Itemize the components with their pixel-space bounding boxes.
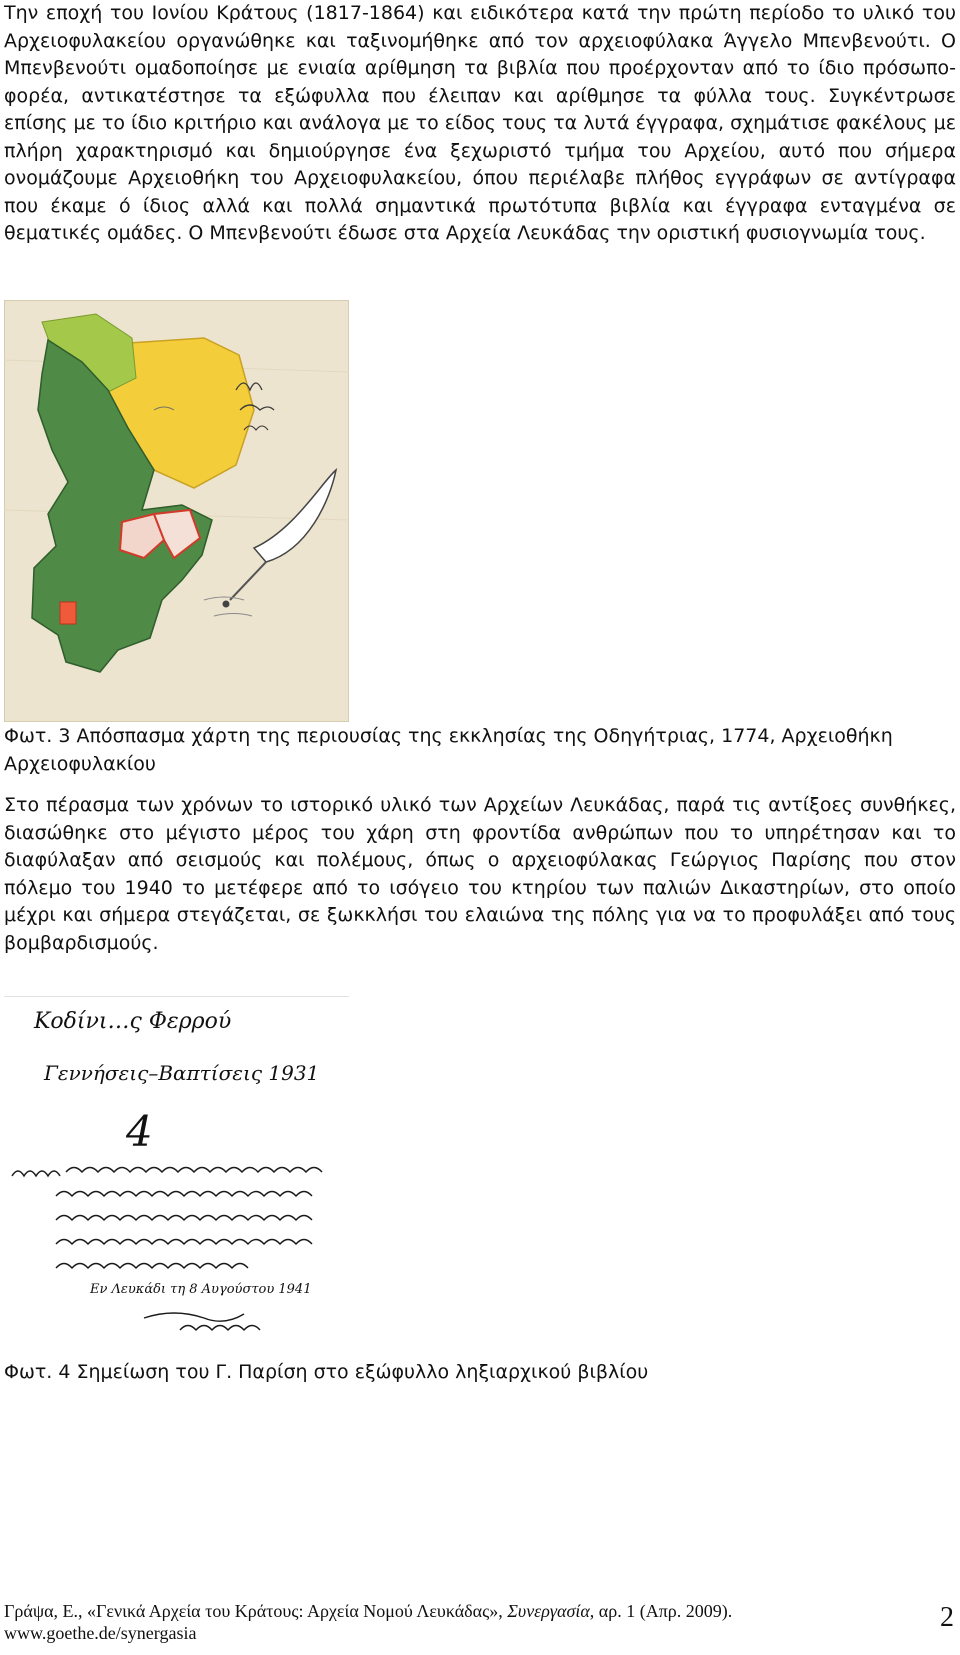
figure-4-caption: Φωτ. 4 Σημείωση του Γ. Παρίση στο εξώφυλλο ληξιαρχικού βιβλίου bbox=[4, 1361, 649, 1383]
body-paragraph-2: Στο πέρασμα των χρόνων το ιστορικό υλικό των Αρχείων Λευκάδας, παρά τις αντίξοες συνθήκες, διασώθηκε στο μέγιστο μέρος του χάρη στη φροντίδα ανθρώπων που το υπηρέτησαν και το διαφύλαξαν από σεισμούς και πολέμους, όπως ο αρχειοφύλακας Γεώργιος Παρίσης που στον πόλεμο του 1940 το μετέφερε από το ισόγειο του κτηρίου των παλιών Δικαστηρίων, στο οποίο μέχρι και σήμερα στεγάζεται, σε ξωκκλήσι του ελαιώνα της πόλης για να το προφυλάξει από τους βομβαρδισμούς. bbox=[4, 794, 956, 954]
estate-map-photo bbox=[4, 300, 349, 722]
handwritten-note-drawing bbox=[4, 996, 349, 1351]
handwriting-date: Εν Λευκάδι τη 8 Αυγούστου 1941 bbox=[90, 1282, 312, 1297]
footer-url[interactable]: www.goethe.de/synergasia bbox=[4, 1623, 197, 1643]
citation-journal: Συνεργασία bbox=[507, 1601, 590, 1621]
handwriting-line-2: Γεννήσεις–Βαπτίσεις 1931 bbox=[44, 1061, 320, 1085]
citation-authors: Γράψα, Ε., «Γενικά Αρχεία του Κράτους: Αρχεία Νομού Λευκάδας», bbox=[4, 1601, 508, 1621]
footer-citation bbox=[4, 1600, 956, 1622]
page-footer bbox=[4, 1600, 956, 1644]
handwriting-line-1: Κοδίνι…ς Φερρού bbox=[34, 1009, 232, 1034]
body-paragraph-1: Την εποχή του Ιονίου Κράτους (1817-1864) και ειδικότερα κατά την πρώτη περίοδο το υλικό του Αρχειοφυλακείου οργανώθηκε και ταξινομήθηκε από τον αρχειοφύλακα Άγγελο Μπενβενούτι. Ο Μπενβενούτι ομαδοποίησε με ενιαία αρίθμηση τα βιβλία που προέρχονταν από το ίδιο πρόσωπο-φορέα, αντικατέστησε τα εξώφυλλα που έλειπαν και αρίθμησε τα φύλλα τους. Συγκέντρωσε επίσης με το ίδιο κριτήριο και ανάλογα με το είδος τους τα λυτά έγγραφα, σχημάτισε φακέλους με πλήρη χαρακτηρισμό και δημιούργησε ένα ξεχωριστό τμήμα του Αρχείου, αυτό που σήμερα ονομάζουμε Αρχειοθήκη του Αρχειοφυλακείου, όπου περιέλαβε πλήθος εγγράφων σε αντίγραφα που έκαμε ό ίδιος αλλά και πολλά σημαντικά πρωτότυπα βιβλία και έγγραφα ενταγμένα σε θεματικές ομάδες. Ο Μπενβενούτι έδωσε στα Αρχεία Λευκάδας την οριστική φυσιογνωμία τους. bbox=[4, 2, 956, 244]
citation-issue: , αρ. 1 (Απρ. 2009). bbox=[589, 1601, 733, 1621]
figure-3-caption: Φωτ. 3 Απόσπασμα χάρτη της περιουσίας της εκκλησίας της Οδηγήτριας, 1774, Αρχειοθήκη Αρχειοφυλακίου bbox=[4, 725, 893, 775]
page-number: 2 bbox=[940, 1602, 954, 1633]
estate-map-drawing bbox=[4, 300, 349, 722]
handwritten-note-photo bbox=[4, 996, 349, 1351]
handwriting-number: 4 bbox=[126, 1107, 153, 1156]
